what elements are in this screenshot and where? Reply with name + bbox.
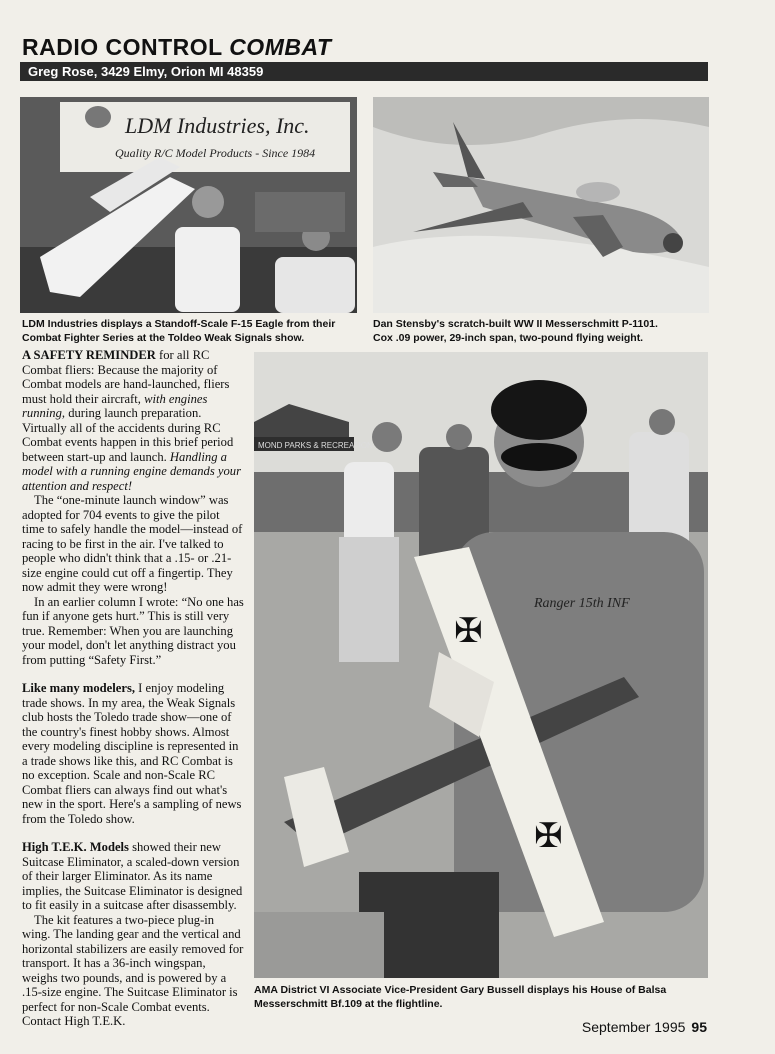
paragraph-safety — [22, 348, 244, 493]
photo3-caption: AMA District VI Associate Vice-President Gary Bussell displays his House of Balsa Messerschmitt Bf.109 at the flightline. — [254, 984, 667, 1010]
photo-ldm-booth — [20, 97, 357, 313]
paragraph-high-tek — [22, 840, 244, 913]
text-safety-a: for all RC Combat fliers: Because the majority of Combat models are hand-launched, fliers must hold their aircraft, — [22, 348, 230, 406]
svg-text:✠: ✠ — [454, 611, 483, 651]
shirt-text: Ranger 15th INF — [534, 596, 630, 611]
lead-trade-shows: Like many modelers, — [22, 681, 135, 695]
author-byline: Greg Rose, 3429 Elmy, Orion MI 48359 — [20, 62, 708, 81]
lead-high-tek: High T.E.K. Models — [22, 840, 129, 854]
text-safety-em2: Handling a model with a running engine demands your attention and respect! — [22, 449, 241, 493]
article-column — [22, 348, 244, 1029]
photo1-caption: LDM Industries displays a Standoff-Scale F-15 Eagle from their Combat Fighter Series at the Toldeo Weak Signals show. — [22, 318, 336, 344]
text-safety-em1: with engines running — [22, 391, 208, 420]
page-title — [22, 34, 331, 61]
text-safety-b: , during launch preparation. Virtually all of the accidents during RC Combat events happen in this brief period between start-up and launch. — [22, 406, 234, 464]
paragraph-trade-shows — [22, 681, 244, 826]
page-footer — [582, 1019, 707, 1035]
text-high-tek: showed their new Suitcase Eliminator, a scaled-down version of their larger Eliminator. As its name implies, the Suitcase Eliminator is designed to fit easily in a suitcase after disassembly. — [22, 840, 243, 912]
page-number: 95 — [691, 1019, 707, 1035]
title-main: RADIO CONTROL — [22, 34, 223, 60]
paragraph-kit-features: The kit features a two-piece plug-in wing. The landing gear and the vertical and horizontal stabilizers are easily removed for transport. It has a 36-inch wingspan, weighs two pounds, and is powered by a .15-size engine. The Suitcase Eliminator is perfect for non-Scale Combat events. Contact High T.E.K. — [22, 912, 244, 1028]
svg-text:✠: ✠ — [534, 816, 563, 856]
title-italic: COMBAT — [229, 34, 332, 60]
lead-safety: A SAFETY REMINDER — [22, 348, 156, 362]
paragraph-earlier-column: In an earlier column I wrote: “No one has fun if anyone gets hurt.” This is still very true. Remember: When you are launching your model, don't let anything distract you from putting “Safety First.” — [22, 594, 244, 667]
banner-line1: LDM Industries, Inc. — [125, 113, 310, 138]
text-trade-shows: I enjoy modeling trade shows. In my area, the Weak Signals club hosts the Toledo trade show—one of the country's finest hobby shows. Almost every modeling discipline is represented in a trade shows like this, and RC Combat is no exception. Scale and non-Scale RC Combat fliers can always find out what's new in the sport. Here's a sampling of news from the Toledo show. — [22, 681, 242, 826]
banner-line2: Quality R/C Model Products - Since 1984 — [115, 146, 316, 160]
paragraph-launch-window: The “one-minute launch window” was adopted for 704 events to give the pilot time to safely handle the model—instead of racing to be first in the air. I've talked to people who didn't think that a .15- or .21-size engine could cut off a fingertip. They now admit they were wrong! — [22, 493, 243, 594]
photo-gary-bussell-bf109 — [254, 352, 708, 978]
photo2-caption: Dan Stensby's scratch-built WW II Messerschmitt P-1101. Cox .09 power, 29-inch span, two-pound flying weight. — [373, 318, 658, 344]
issue-date: September 1995 — [581, 1019, 686, 1035]
photo-messerschmitt-p1101 — [373, 97, 709, 313]
sign-text: MOND PARKS & RECREATION — [258, 441, 373, 450]
